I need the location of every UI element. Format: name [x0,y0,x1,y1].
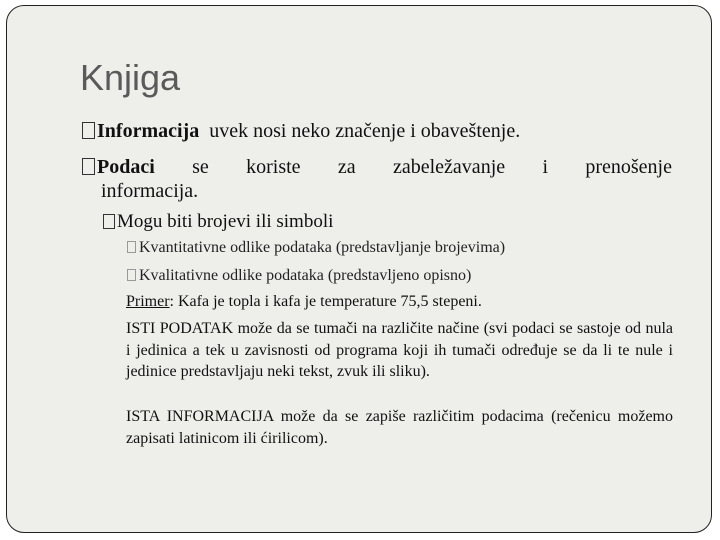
bullet-box-icon [82,122,95,139]
bullet-continuation: informacija. [101,180,199,202]
primer-label: Primer [126,293,170,310]
bullet-informacija [82,119,672,143]
bullet-bold-term: Informacija [97,120,200,142]
sub-sub-bullet-text: Kvantitativne odlike podataka (predstavljanje brojevima) [139,239,506,256]
sub-sub-bullet-kvantitativne [127,238,505,258]
bullet-line-1 [82,155,672,179]
sub-sub-bullet-text: Kvalitativne odlike podataka (predstavljeno opisno) [139,267,472,284]
sub-bullet-text: Mogu biti brojevi ili simboli [117,211,334,232]
bullet-box-icon [127,241,136,253]
sub-bullet [103,211,333,233]
bullet-text: se koriste za zabeležavanje i prenošenje [154,156,672,178]
primer-paragraph [126,291,673,313]
primer-text: : Kafa je topla i kafa je temperature 75,5 stepeni. [169,293,482,310]
sub-sub-bullet-kvalitativne [127,266,471,286]
bullet-box-icon [103,214,115,229]
isti-podatak-paragraph: ISTI PODATAK može da se tumači na različite načine (svi podaci se sastoje od nula i jedinica a tek u zavisnosti od programa koji ih tumači određuje se da li te nule i jedinice predstavljaju neki tekst, zvuk ili sliku). [126,320,673,380]
bullet-text: uvek nosi neko značenje i obaveštenje. [199,120,521,142]
bullet-box-icon [82,158,95,175]
slide-title: Knjiga [80,57,181,98]
ista-informacija-paragraph: ISTA INFORMACIJA može da se zapiše različitim podacima (rečenicu možemo zapisati latinicom ili ćirilicom). [126,408,673,447]
bullet-podaci [82,155,672,203]
bullet-box-icon [127,269,136,281]
bullet-bold-term: Podaci [97,156,155,178]
